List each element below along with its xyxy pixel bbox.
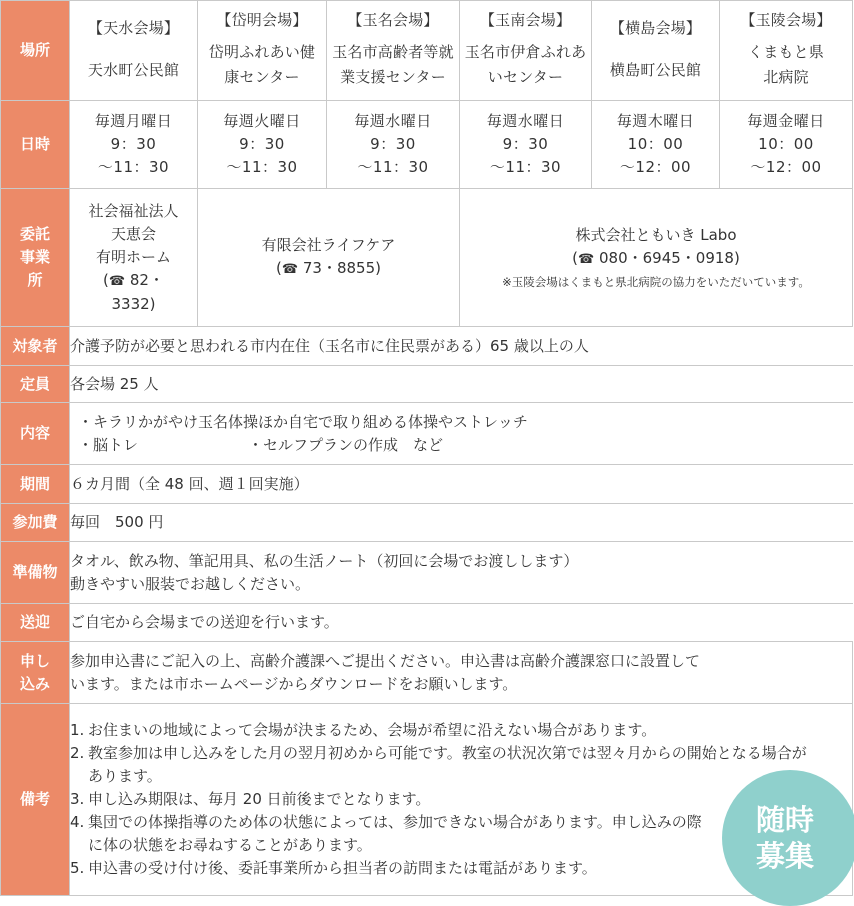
schedule-start: 9：30 (110, 135, 157, 153)
schedule-end: ～12：00 (619, 158, 692, 176)
venue-name: 【玉南会場】 (479, 11, 572, 29)
schedule-day: 毎週月曜日 (94, 112, 173, 130)
venue-name: 【玉陵会場】 (740, 11, 832, 29)
label-operator-text: 委託事業所 (19, 225, 50, 289)
apply-line2: います。または市ホームページからダウンロードをお願いします。 (70, 674, 518, 693)
items-text (70, 542, 853, 604)
label-transport: 送迎 (1, 604, 70, 642)
label-notes: 備考 (1, 704, 70, 896)
schedule-end: ～11：30 (357, 158, 429, 176)
row-period (1, 465, 853, 504)
schedule-taimei (198, 101, 327, 189)
phone-icon: ☎ (281, 262, 299, 277)
row-apply (1, 642, 853, 704)
target-text: 介護予防が必要と思われる市内在住（玉名市に住民票がある）65 歳以上の人 (70, 327, 853, 366)
content-line2: ・脳トレ ・セルフプランの作成 など (78, 435, 444, 454)
venue-taimei (198, 1, 327, 101)
venue-place: 岱明ふれあい健康センター (208, 43, 316, 86)
items-line1: タオル、飲み物、筆記用具、私の生活ノート（初回に会場でお渡しします） (70, 551, 579, 570)
recruiting-badge (722, 770, 854, 906)
schedule-start: 10：00 (627, 135, 684, 153)
schedule-start: 10：00 (758, 135, 814, 153)
operator-phone-cont: 3332) (111, 294, 156, 313)
operator-phone: (☎ 080・6945・0918) (572, 249, 740, 267)
schedule-end: ～11：30 (97, 158, 170, 176)
venue-place: くまもと県北病院 (748, 43, 825, 86)
operator-name: 有限会社ライフケア (261, 236, 396, 254)
schedule-end: ～12：00 (750, 158, 822, 176)
note-item: 4. 集団での体操指導のため体の状態によっては、参加できない場合があります。申し込みの際に体の状態をお尋ねすることがあります。 (70, 813, 702, 854)
venue-place: 天水町公民館 (87, 60, 180, 79)
label-capacity: 定員 (1, 366, 70, 403)
row-items (1, 542, 853, 604)
operator-line3: 有明ホーム (95, 247, 171, 266)
label-target: 対象者 (1, 327, 70, 366)
venue-name: 【天水会場】 (87, 18, 180, 37)
fee-text: 毎回 500 円 (70, 504, 853, 542)
content-line1: ・キラリかがやけ玉名体操ほか自宅で取り組める体操やストレッチ (78, 412, 528, 431)
venue-place: 玉名市伊倉ふれあいセンター (464, 43, 587, 86)
phone-icon: ☎ (578, 252, 595, 267)
row-fee (1, 504, 853, 542)
schedule-tamana (327, 101, 460, 189)
note-item: 5. 申込書の受け付け後、委託事業所から担当者の訪問または電話があります。 (70, 859, 597, 877)
transport-text: ご自宅から会場までの送迎を行います。 (70, 604, 853, 642)
schedule-day: 毎週水曜日 (354, 112, 432, 130)
operator-note: ※玉陵会場はくまもと県北病院の協力をいただいています。 (502, 275, 810, 289)
venue-place: 横島町公民館 (609, 60, 702, 79)
row-transport (1, 604, 853, 642)
operator-ariake (70, 189, 198, 327)
apply-text (70, 642, 853, 704)
venue-place: 玉名市高齢者等就業支援センター (332, 43, 454, 86)
period-text: ６カ月間（全 48 回、週１回実施） (70, 465, 853, 504)
label-items: 準備物 (1, 542, 70, 604)
row-operator (1, 189, 853, 327)
schedule-day: 毎週木曜日 (616, 112, 695, 130)
row-place (1, 1, 853, 101)
schedule-yokoshima (592, 101, 720, 189)
venue-name: 【岱明会場】 (216, 11, 308, 29)
label-apply (1, 642, 70, 704)
note-item: 2. 教室参加は申し込みをした月の翌月初めから可能です。教室の状況次第では翌々月からの開始となる場合があります。 (70, 744, 807, 785)
row-schedule (1, 101, 853, 189)
operator-tomoiki (460, 189, 853, 327)
operator-phone: (☎ 73・8855) (276, 259, 381, 277)
label-schedule: 日時 (1, 101, 70, 189)
schedule-start: 9：30 (239, 135, 285, 153)
label-place: 場所 (1, 1, 70, 101)
schedule-end: ～11：30 (489, 158, 562, 176)
label-apply-text: 申し込み (19, 651, 50, 693)
label-content: 内容 (1, 403, 70, 465)
row-content (1, 403, 853, 465)
row-capacity (1, 366, 853, 403)
venue-name: 【玉名会場】 (347, 11, 439, 29)
operator-phone: (☎ 82・ (103, 270, 164, 289)
badge-line2: 募集 (755, 839, 814, 873)
label-period: 期間 (1, 465, 70, 504)
note-item: 3. 申し込み期限は、毎月 20 日前後までとなります。 (70, 790, 431, 808)
items-line2: 動きやすい服装でお越しください。 (70, 574, 311, 593)
label-fee: 参加費 (1, 504, 70, 542)
schedule-end: ～11：30 (226, 158, 298, 176)
schedule-day: 毎週火曜日 (223, 112, 301, 130)
note-item: 1. お住まいの地域によって会場が決まるため、会場が希望に沿えない場合があります。 (70, 721, 657, 739)
schedule-start: 9：30 (370, 135, 416, 153)
content-text (70, 403, 853, 465)
schedule-tensui (70, 101, 198, 189)
apply-line1: 参加申込書にご記入の上、高齢介護課へご提出ください。申込書は高齢介護課窓口に設置して (70, 651, 701, 670)
capacity-text: 各会場 25 人 (70, 366, 853, 403)
operator-lifecare (198, 189, 460, 327)
operator-line2: 天恵会 (110, 224, 156, 243)
venue-name: 【横島会場】 (609, 18, 702, 37)
operator-line1: 社会福祉法人 (88, 201, 179, 220)
schedule-gyokuryo (720, 101, 853, 189)
label-operator (1, 189, 70, 327)
row-notes (1, 704, 853, 896)
phone-icon: ☎ (108, 273, 126, 289)
schedule-day: 毎週水曜日 (486, 112, 565, 130)
venue-gyokuryo (720, 1, 853, 101)
schedule-day: 毎週金曜日 (747, 112, 825, 130)
venue-yokoshima (592, 1, 720, 101)
badge-line1: 随時 (755, 803, 814, 837)
venue-gyokunan (460, 1, 592, 101)
schedule-start: 9：30 (502, 135, 549, 153)
operator-name: 株式会社ともいき Labo (575, 226, 737, 244)
row-target (1, 327, 853, 366)
venue-tensui (70, 1, 198, 101)
schedule-gyokunan (460, 101, 592, 189)
venue-tamana (327, 1, 460, 101)
